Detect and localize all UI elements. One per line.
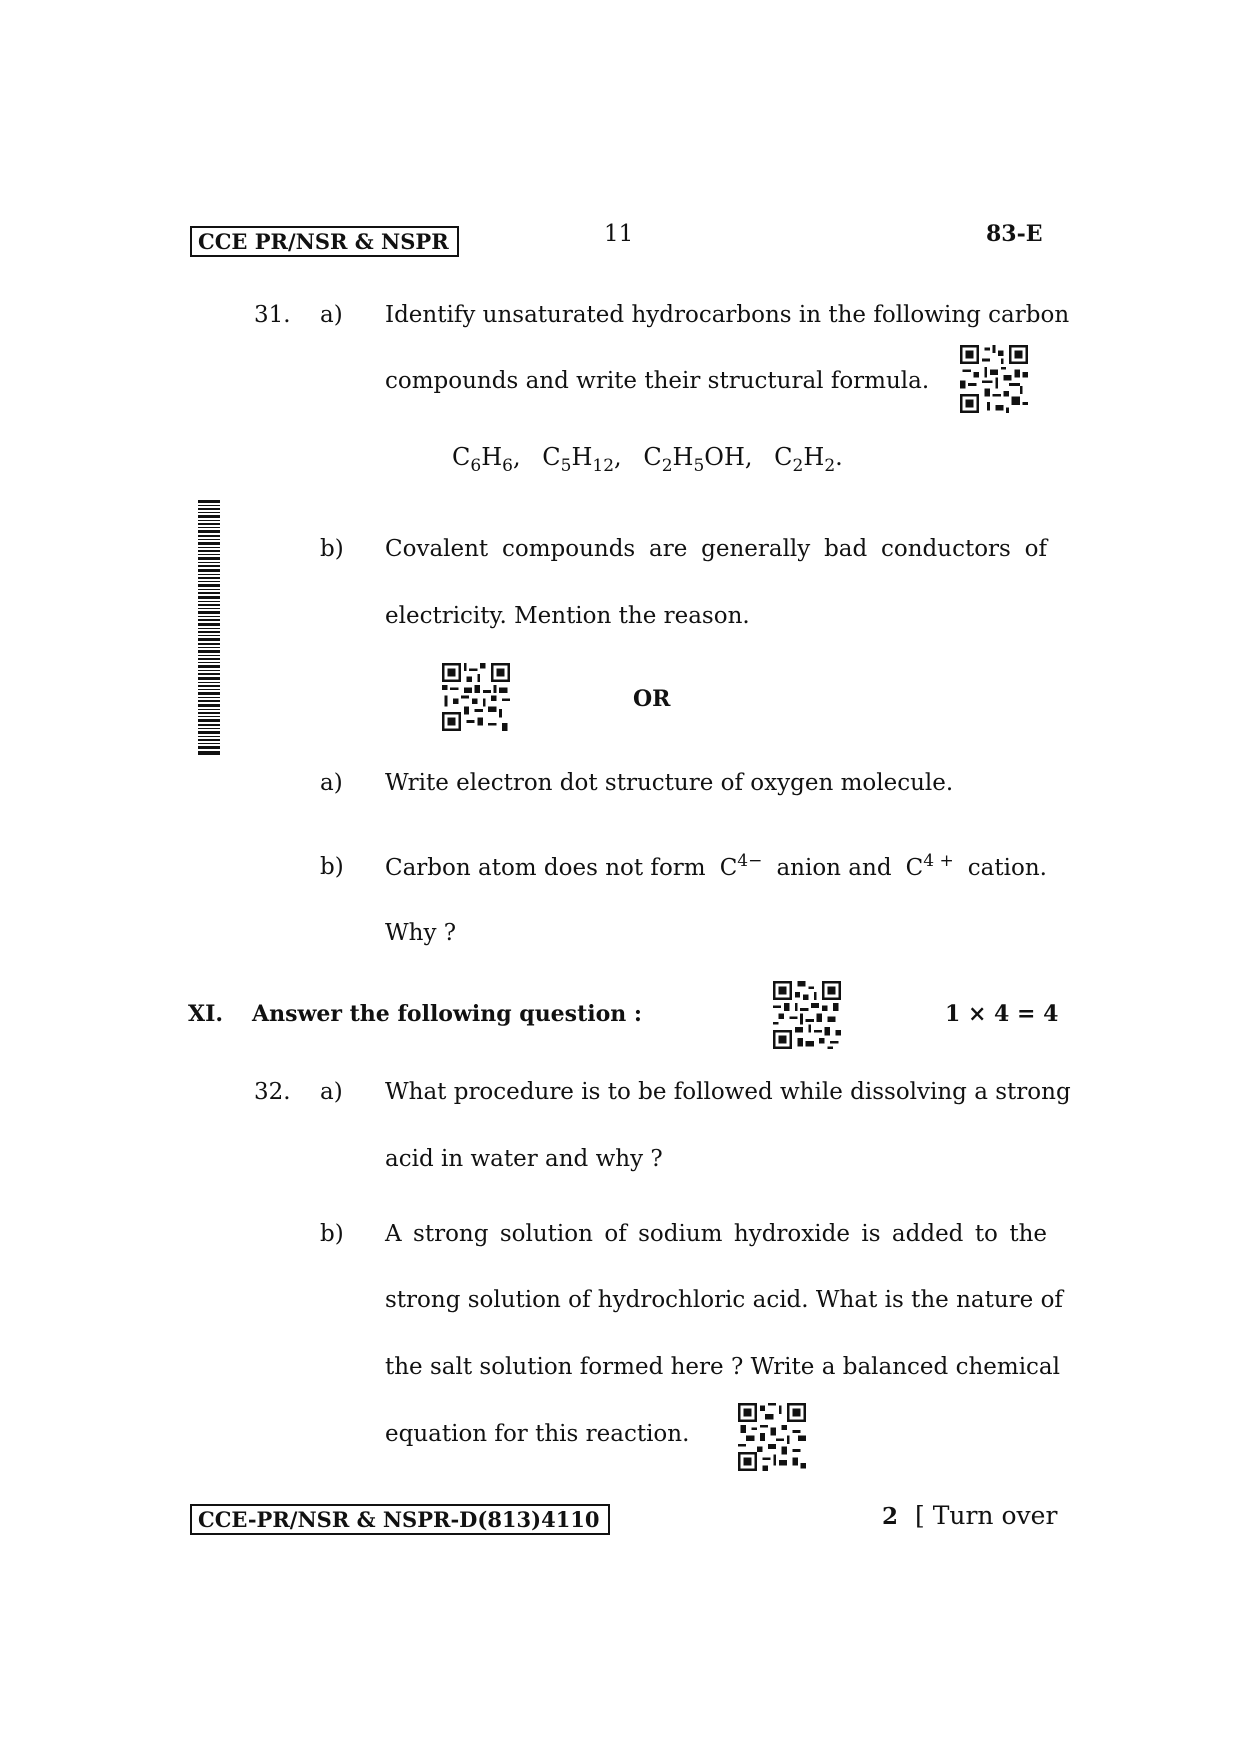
question-32b-line1: A strong solution of sodium hydroxide is added to the <box>385 1221 1047 1247</box>
section-number: XI. <box>188 1001 224 1027</box>
question-31a-line2: compounds and write their structural formula. <box>385 368 930 394</box>
question-32a-line1: What procedure is to be followed while dissolving a strong <box>385 1079 1071 1105</box>
section-heading: Answer the following question : <box>252 1001 643 1027</box>
qr-code-icon <box>960 345 1028 413</box>
footer-code-box: CCE-PR/NSR & NSPR-D(813)4110 <box>190 1504 610 1535</box>
alt-b-text-part3: cation. <box>967 855 1047 881</box>
question-31b-line1: Covalent compounds are generally bad conductors of <box>385 536 1047 562</box>
chemical-formula-list <box>452 443 843 476</box>
qr-code-icon <box>773 981 841 1049</box>
ion-c4-plus: $C^{4 +}$ <box>905 851 954 881</box>
formula-c2h2: $C_2H_2$. <box>774 443 843 476</box>
qr-code-icon <box>738 1403 806 1471</box>
question-31-alt-b-line2: Why ? <box>385 920 457 946</box>
page-number: 11 <box>604 221 634 247</box>
question-31-alt-b-label: b) <box>320 854 344 880</box>
barcode-icon <box>198 500 220 755</box>
formula-c2h5oh: $C_2H_5OH$, <box>643 443 753 476</box>
paper-code: 83-E <box>986 221 1043 247</box>
formula-c6h6: $C_6H_6$, <box>452 443 521 476</box>
question-31-alt-a-label: a) <box>320 770 343 796</box>
ion-c4-minus: $C^{4-}$ <box>719 851 763 881</box>
question-31-alt-a-text: Write electron dot structure of oxygen molecule. <box>385 770 954 796</box>
question-32b-line3: the salt solution formed here ? Write a balanced chemical <box>385 1354 1060 1380</box>
alt-b-text-part2: anion and <box>776 855 892 881</box>
header-code-box: CCE PR/NSR & NSPR <box>190 226 459 257</box>
question-31a-line1: Identify unsaturated hydrocarbons in the following carbon <box>385 302 1070 328</box>
formula-c5h12: $C_5H_{12}$, <box>542 443 622 476</box>
question-31-number: 31. <box>254 302 291 328</box>
section-marks: 1 × 4 = 4 <box>945 1001 1059 1027</box>
question-32b-line4: equation for this reaction. <box>385 1421 690 1447</box>
alt-b-text-part1: Carbon atom does not form <box>385 855 706 881</box>
question-31-alt-b-line1 <box>385 850 1047 884</box>
qr-code-icon <box>442 663 510 731</box>
sheet-number: 2 <box>882 1503 899 1530</box>
question-31a-label: a) <box>320 302 343 328</box>
question-32b-line2: strong solution of hydrochloric acid. What is the nature of <box>385 1287 1063 1313</box>
question-32b-label: b) <box>320 1221 344 1247</box>
or-divider: OR <box>633 686 671 712</box>
turn-over-label: [ Turn over <box>915 1501 1058 1530</box>
question-31b-label: b) <box>320 536 344 562</box>
question-32-number: 32. <box>254 1079 291 1105</box>
question-32a-label: a) <box>320 1079 343 1105</box>
question-31b-line2: electricity. Mention the reason. <box>385 603 750 629</box>
question-32a-line2: acid in water and why ? <box>385 1146 663 1172</box>
